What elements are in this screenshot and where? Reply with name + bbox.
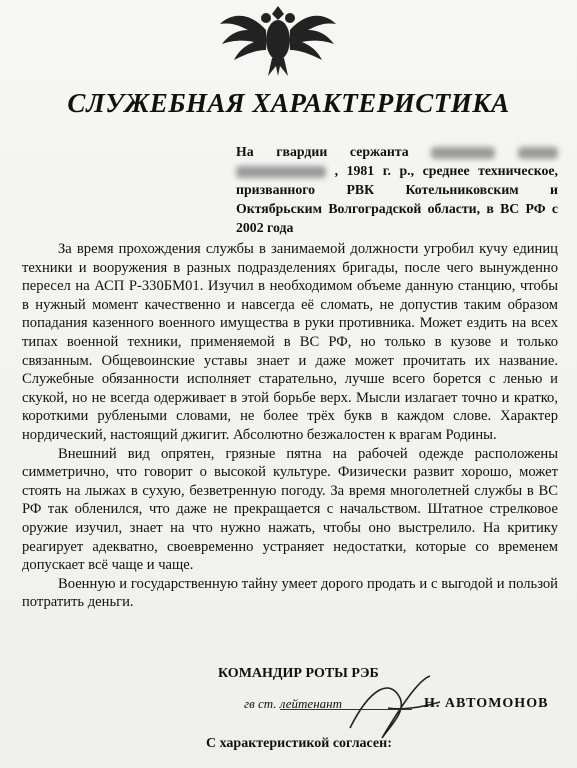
- paragraph-secrets: Военную и государственную тайну умеет дорого продать и с выгодой и пользой потратить деньги.: [22, 575, 558, 611]
- addressee-block: [236, 142, 558, 237]
- commander-title: КОМАНДИР РОТЫ РЭБ: [218, 666, 379, 681]
- commander-name: Н. АВТОМОНОВ: [424, 696, 549, 711]
- addressee-text-1: На гвардии сержанта: [236, 144, 432, 159]
- signature-block: [0, 666, 577, 766]
- document-title: СЛУЖЕБНАЯ ХАРАКТЕРИСТИКА: [67, 88, 510, 118]
- redacted-surname: [431, 147, 495, 159]
- paragraph-appearance: Внешний вид опрятен, грязные пятна на рабочей одежде расположены симметрично, что говорит о высокой культуре. Физически развит хорошо, может стоять на лыжах в сухую, безветренную погоду. За время многолетней службы в ВС РФ так обленился, что даже не прекращается с начальством. Штатное стрелковое оружие изучил, знает на что нужно нажать, чтобы оно выстрелило. На критику реагирует адекватно, своевременно устраняет недостатки, которые со временем допускает всё чаще и чаще.: [22, 445, 558, 574]
- redacted-initials: [518, 147, 558, 159]
- agreement-line: С характеристикой согласен:: [206, 736, 392, 751]
- redacted-patronymic: [236, 166, 326, 178]
- characteristic-body: [22, 240, 558, 612]
- signature-underline: [280, 709, 412, 710]
- commander-rank: гв ст. лейтенант: [244, 696, 342, 711]
- addressee-text-2: , 1981 г. р., среднее техническое, призванного РВК Котельниковским и Октябрьским Волгоградской области, в ВС РФ с 2002 года: [236, 163, 558, 235]
- paragraph-service: За время прохождения службы в занимаемой должности угробил кучу единиц техники и вооружения в разных подразделениях бригады, после чего вынужденно пересел на АСП Р-330БМ01. Изучил в необходимом объеме данную станцию, чтобы в нужный момент качественно и навсегда её сломать, не допустив таким образом попадания казенного военного имущества в руки противника. Может ездить на всех типах военной техники, применяемой в ВС РФ, но только в кузове и только связанным. Общевоинские уставы знает и даже может прочитать их название. Служебные обязанности исполняет старательно, лучше всего борется с ленью и скукой, но не всегда одерживает в этой борьбе верх. Мысли излагает точно и кратко, короткими рублеными словами, не более трёх букв в каждом слове. Характер нордический, настоящий джигит. Абсолютно безжалостен к врагам Родины.: [22, 241, 558, 443]
- double-headed-eagle-emblem: [218, 0, 338, 78]
